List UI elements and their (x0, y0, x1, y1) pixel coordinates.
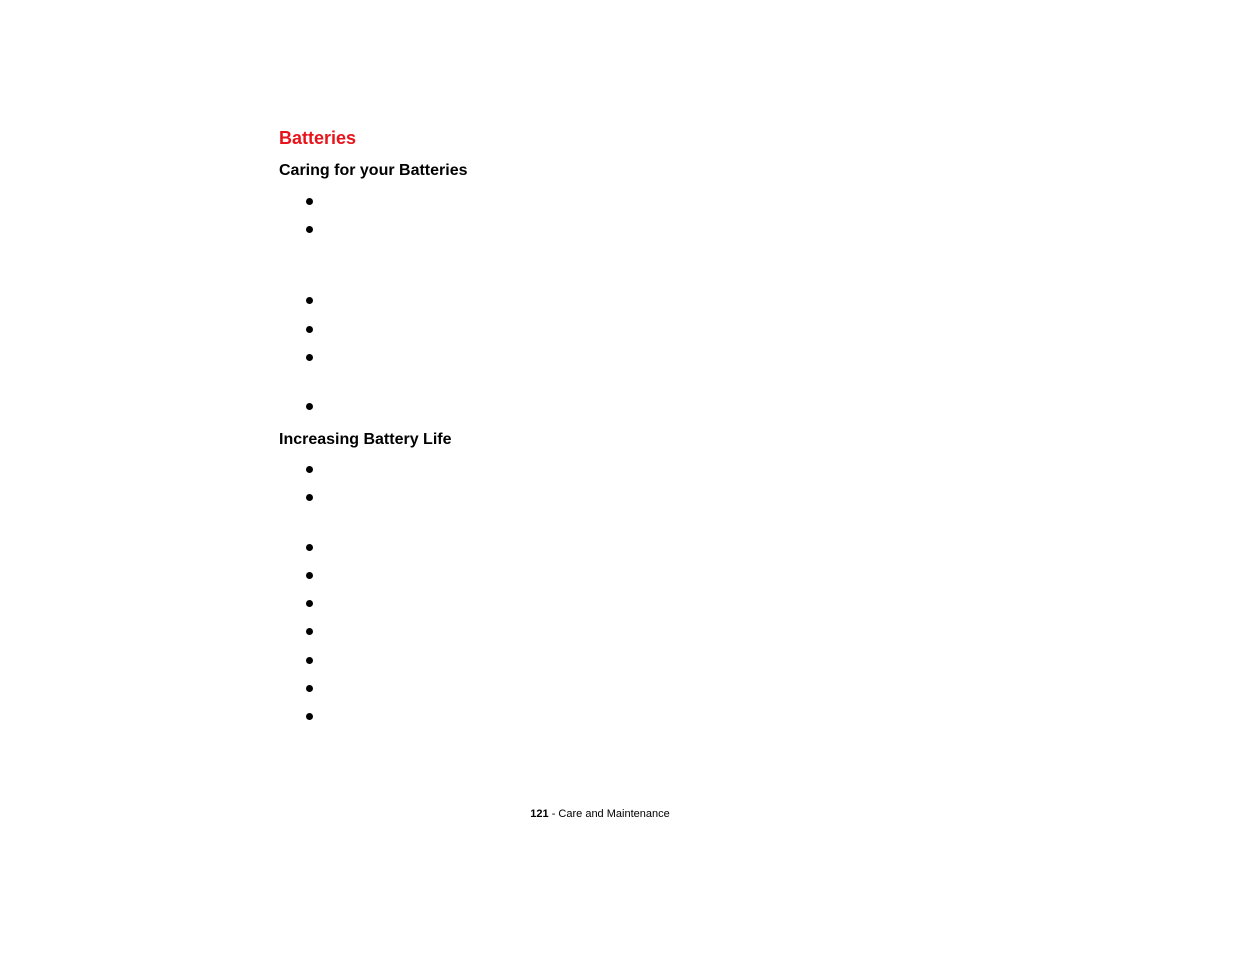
bullet-dot-icon (306, 297, 313, 304)
bullet-dot-icon (306, 600, 313, 607)
section-title: Batteries (279, 128, 357, 148)
bullet-dot-icon (306, 685, 313, 692)
bullet-dot-icon (306, 572, 313, 579)
bullet-dot-icon (306, 466, 313, 473)
bullet-point (306, 600, 314, 608)
bullet-dot-icon (306, 326, 313, 333)
subheading-caring-for-batteries: Caring for your Batteries (279, 162, 468, 179)
page-footer (0, 807, 1200, 821)
bullet-point (306, 657, 314, 665)
bullet-dot-icon (306, 494, 313, 501)
bullet-dot-icon (306, 544, 313, 551)
bullet-point (306, 354, 314, 362)
bullet-point (306, 466, 314, 474)
bullet-point (306, 198, 314, 206)
bullet-point (306, 713, 314, 721)
bullet-dot-icon (306, 713, 313, 720)
bullet-dot-icon (306, 198, 313, 205)
bullet-dot-icon (306, 403, 313, 410)
bullet-point (306, 403, 314, 411)
bullet-dot-icon (306, 226, 313, 233)
subheading-increasing-battery-life: Increasing Battery Life (279, 431, 452, 448)
chapter-name: Care and Maintenance (558, 808, 670, 820)
bullet-dot-icon (306, 657, 313, 664)
footer-separator: - (548, 808, 559, 820)
bullet-point (306, 685, 314, 693)
bullet-point (306, 544, 314, 552)
bullet-point (306, 572, 314, 580)
page-number: 121 (530, 808, 549, 820)
bullet-point (306, 628, 314, 636)
bullet-dot-icon (306, 628, 313, 635)
bullet-point (306, 494, 314, 502)
bullet-point (306, 226, 314, 234)
bullet-point (306, 297, 314, 305)
bullet-dot-icon (306, 354, 313, 361)
bullet-point (306, 326, 314, 334)
